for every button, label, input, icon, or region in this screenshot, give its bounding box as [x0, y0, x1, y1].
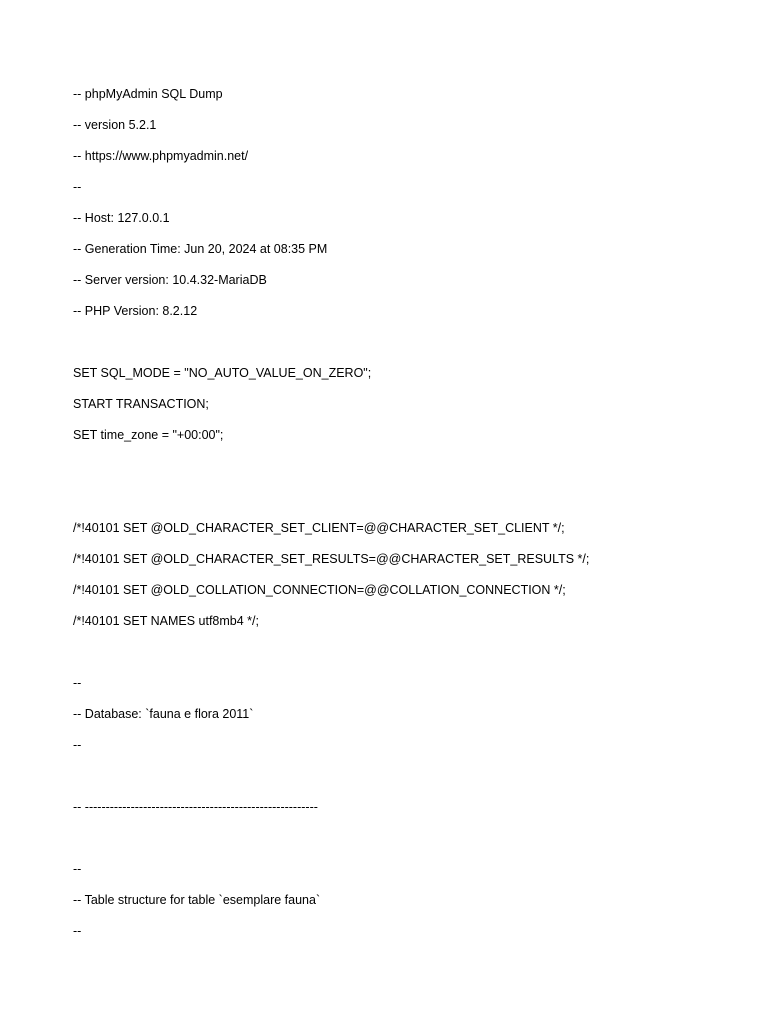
sql-directive-line: /*!40101 SET @OLD_CHARACTER_SET_RESULTS=@@CHARACTER_SET_RESULTS */; — [73, 552, 590, 566]
sql-comment-line: -- — [73, 676, 82, 690]
sql-statement-line: SET SQL_MODE = "NO_AUTO_VALUE_ON_ZERO"; — [73, 366, 372, 380]
sql-statement-line: SET time_zone = "+00:00"; — [73, 428, 224, 442]
sql-comment-line: -- Host: 127.0.0.1 — [73, 211, 170, 225]
table-structure-line: -- Table structure for table `esemplare fauna` — [73, 893, 321, 907]
sql-comment-line: -- https://www.phpmyadmin.net/ — [73, 149, 249, 163]
sql-comment-line: -- — [73, 738, 82, 752]
database-name-line: -- Database: `fauna e flora 2011` — [73, 707, 254, 721]
sql-comment-line: -- — [73, 862, 82, 876]
sql-comment-line: -- Server version: 10.4.32-MariaDB — [73, 273, 267, 287]
sql-comment-line: -- version 5.2.1 — [73, 118, 157, 132]
sql-directive-line: /*!40101 SET NAMES utf8mb4 */; — [73, 614, 259, 628]
sql-comment-line: -- Generation Time: Jun 20, 2024 at 08:35 PM — [73, 242, 328, 256]
separator-line: -- -------------------------------------------------------- — [73, 800, 318, 814]
sql-comment-line: -- phpMyAdmin SQL Dump — [73, 87, 223, 101]
sql-statement-line: START TRANSACTION; — [73, 397, 209, 411]
sql-directive-line: /*!40101 SET @OLD_COLLATION_CONNECTION=@@COLLATION_CONNECTION */; — [73, 583, 566, 597]
sql-comment-line: -- — [73, 180, 82, 194]
sql-comment-line: -- PHP Version: 8.2.12 — [73, 304, 198, 318]
sql-comment-line: -- — [73, 924, 82, 938]
sql-directive-line: /*!40101 SET @OLD_CHARACTER_SET_CLIENT=@@CHARACTER_SET_CLIENT */; — [73, 521, 565, 535]
